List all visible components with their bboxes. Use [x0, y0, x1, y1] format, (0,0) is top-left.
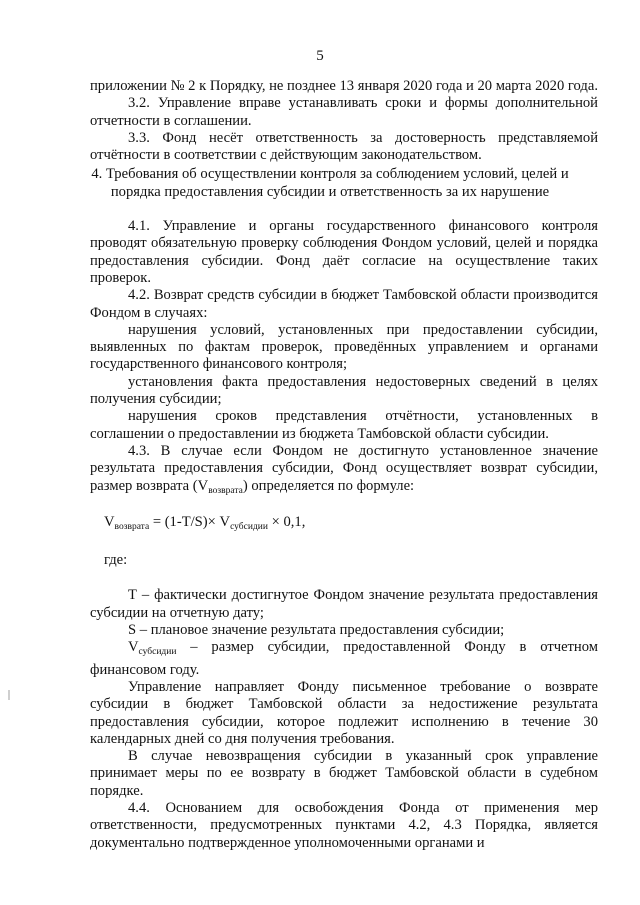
definition-v-text: – размер субсидии, предоставленной Фонду в отчетном финансовом году.	[90, 639, 598, 678]
formula-v-return-subscript: возврата	[114, 521, 150, 532]
paragraph-non-return: В случае невозвращения субсидии в указанный срок управление принимает меры по ее возврату в бюджет Тамбовской области в судебном порядке.	[90, 748, 598, 799]
definition-s: S – плановое значение результата предоставления субсидии;	[128, 622, 505, 639]
spacer	[90, 569, 598, 587]
paragraph-continuation: приложении № 2 к Порядку, не позднее 13 января 2020 года и 20 марта 2020 года.	[90, 78, 598, 94]
page-number: 5	[316, 48, 324, 64]
paragraph-4-1: 4.1. Управление и органы государственного финансового контроля проводят обязательную проверку соблюдения Фондом условий, целей и порядка предоставления субсидии. Фонд даёт согласие на осуществление таких проверок.	[90, 218, 598, 286]
formula-middle: = (1-T/S)× V	[149, 513, 231, 530]
paragraph-3-3: 3.3. Фонд несёт ответственность за достоверность представляемой отчётности в соответствии с действующим законодательством.	[90, 129, 598, 164]
formula-tail: × 0,1,	[267, 513, 306, 530]
paragraph-4-4: 4.4. Основанием для освобождения Фонда от применения мер ответственности, предусмотренных пунктами 4.2, 4.3 Порядка, является документально подтвержденное уполномоченными органами и	[90, 799, 598, 851]
spacer	[90, 201, 598, 218]
paragraph-4-2: 4.2. Возврат средств субсидии в бюджет Тамбовской области производится Фондом в случаях:	[90, 287, 598, 321]
definition-v-subscript: субсидии	[138, 647, 177, 658]
paragraph-3-2: 3.2. Управление вправе устанавливать сроки и формы дополнительной отчетности в соглашении.	[90, 95, 598, 129]
definition-t: Т – фактически достигнутое Фондом значение результата предоставления субсидии на отчетную дату;	[90, 587, 598, 621]
formula-v-subsidy-subscript: субсидии	[230, 521, 268, 532]
paragraph-4-2-case-a: нарушения условий, установленных при предоставлении субсидии, выявленных по фактам проверок, проведённых управлением и органами государственного финансового контроля;	[90, 321, 598, 373]
definition-v-subsidy	[90, 639, 598, 679]
paragraph-4-3-tail: ) определяется по формуле:	[242, 477, 415, 494]
paragraph-return-demand: Управление направляет Фонду письменное требование о возврате субсидии в бюджет Тамбовской области за недостижение результата предоставления субсидии, которое подлежит исполнению в течение 30 календарных дней со дня получения требования.	[90, 678, 598, 747]
paragraph-4-2-case-c: нарушения сроков представления отчётности, установленных в соглашении о предоставлении из бюджета Тамбовской области субсидии.	[90, 408, 598, 442]
return-subscript: возврата	[208, 485, 243, 496]
formula-v-return: V	[104, 513, 115, 530]
document-body	[90, 78, 598, 852]
paragraph-4-3	[90, 443, 598, 500]
scan-artifact	[8, 690, 10, 700]
paragraph-4-3-text: 4.3. В случае если Фондом не достигнуто установленное значение результата предоставления субсидии, Фонд осуществляет возврат субсидии, размер возврата (V	[90, 442, 598, 494]
return-formula	[90, 514, 598, 536]
where-label: где:	[104, 552, 128, 569]
paragraph-4-2-case-b: установления факта предоставления недостоверных сведений в целях получения субсидии;	[90, 373, 598, 408]
definition-v-symbol: V	[128, 639, 139, 656]
section-4-heading: 4. Требования об осуществлении контроля за соблюдением условий, целей и порядка предоставления субсидии и ответственность за их нарушение	[91, 166, 569, 200]
